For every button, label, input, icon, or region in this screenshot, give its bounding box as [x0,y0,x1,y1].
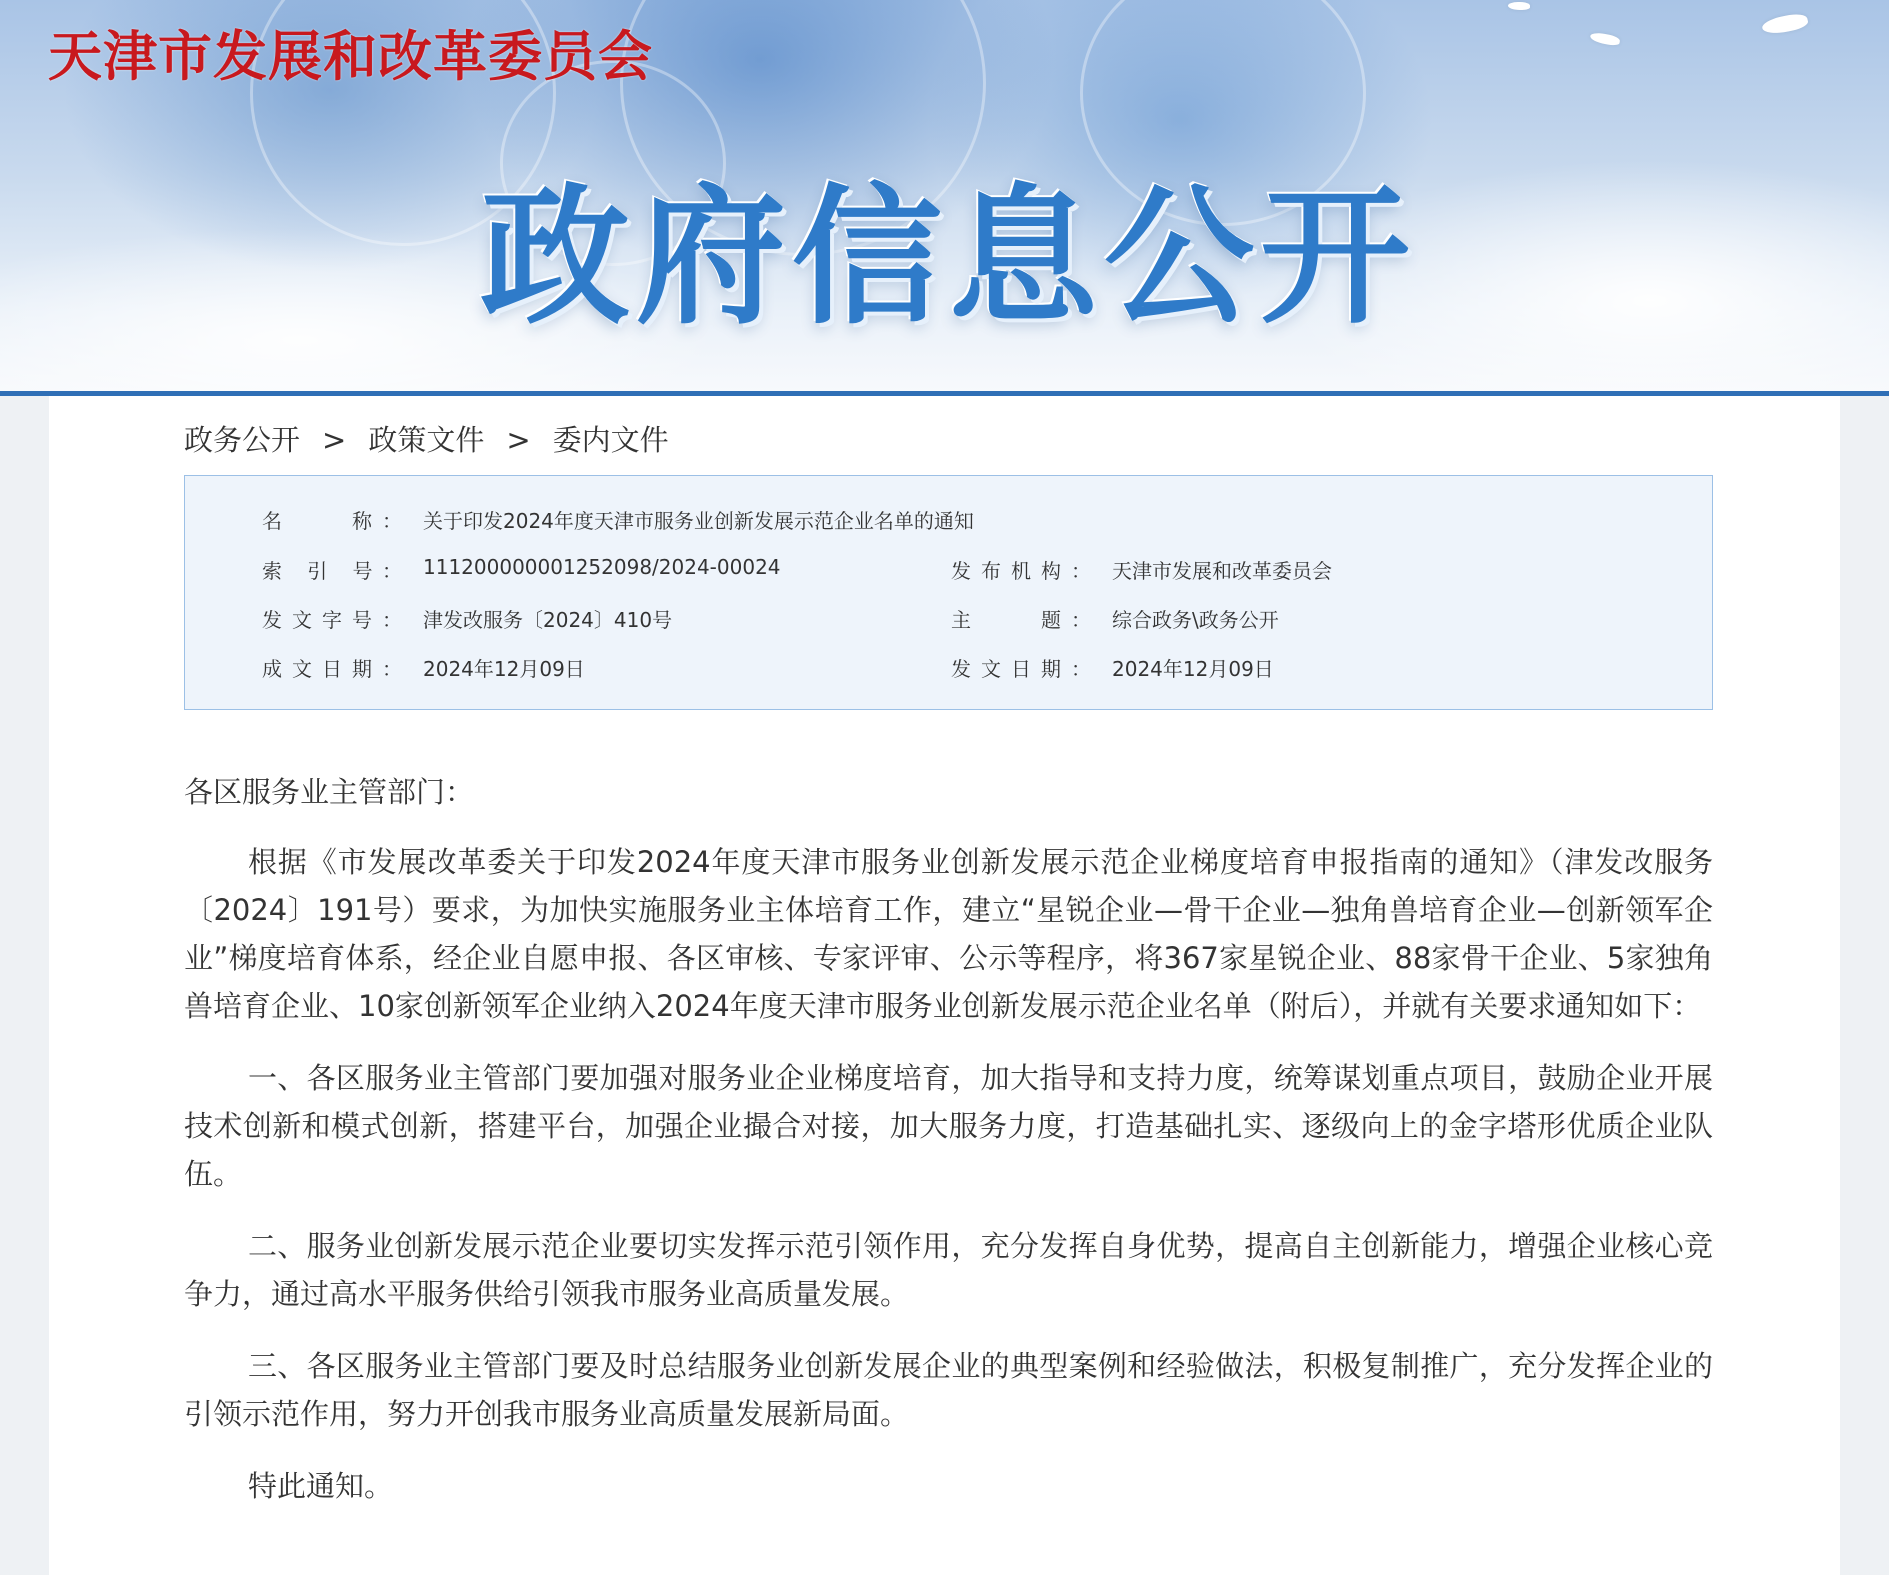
dove-icon [1761,11,1809,36]
meta-label-name: 名 称： [262,509,402,533]
paragraph-intro: 根据《市发展改革委关于印发2024年度天津市服务业创新发展示范企业梯度培育申报指南的通知》（津发改服务〔2024〕191号）要求，为加快实施服务业主体培育工作，建立“星锐企业—骨干企业—独角兽培育企业—创新领军企业”梯度培育体系，经企业自愿申报、各区审核、专家评审、公示等程序，将367家星锐企业、88家骨干企业、5家独角兽培育企业、10家创新领军企业纳入2024年度天津市服务业创新发展示范企业名单（附后），并就有关要求通知如下： [184,845,1713,1023]
paragraph-item-1: 一、各区服务业主管部门要加强对服务业企业梯度培育，加大指导和支持力度，统筹谋划重点项目，鼓励企业开展技术创新和模式创新，搭建平台，加强企业撮合对接，加大服务力度，打造基础扎实、逐级向上的金字塔形优质企业队伍。 [184,1061,1713,1191]
breadcrumb-item-internal-docs[interactable]: 委内文件 [552,423,669,457]
meta-value-name: 关于印发2024年度天津市服务业创新发展示范企业名单的通知 [423,509,974,533]
meta-value-publisher: 天津市发展和改革委员会 [1112,559,1332,583]
breadcrumb-item-gov-affairs[interactable]: 政务公开 [184,423,301,457]
meta-row-docno [185,604,1712,634]
meta-label-written-date: 成文日期： [262,657,402,681]
dove-icon [1508,2,1530,10]
main-content [49,396,1840,1575]
breadcrumb-separator: > [506,423,531,457]
meta-label-index: 索 引 号： [262,559,402,583]
paragraph-item-2: 二、服务业创新发展示范企业要切实发挥示范引领作用，充分发挥自身优势，提高自主创新能力，增强企业核心竞争力，通过高水平服务供给引领我市服务业高质量发展。 [184,1229,1713,1311]
meta-label-publisher: 发布机构： [951,559,1091,583]
breadcrumb-item-policy-docs[interactable]: 政策文件 [368,423,485,457]
meta-value-issued-date: 2024年12月09日 [1112,657,1274,681]
meta-value-index: 111200000001252098/2024-00024 [423,555,781,579]
meta-row-dates [185,653,1712,683]
meta-label-issued-date: 发文日期： [951,657,1091,681]
document-metadata [184,475,1713,710]
dove-icon [1589,31,1620,46]
salutation: 各区服务业主管部门： [184,775,475,809]
paragraph-item-3: 三、各区服务业主管部门要及时总结服务业创新发展企业的典型案例和经验做法，积极复制推广，充分发挥企业的引领示范作用，努力开创我市服务业高质量发展新局面。 [184,1349,1713,1431]
site-title: 政府信息公开 [480,171,1417,345]
header-banner [0,0,1889,391]
meta-label-topic: 主 题： [951,608,1091,632]
document-body [184,768,1713,1534]
meta-value-docno: 津发改服务〔2024〕410号 [423,608,673,632]
org-name[interactable]: 天津市发展和改革委员会 [48,25,653,88]
meta-row-index [185,555,1712,585]
meta-value-topic: 综合政务\政务公开 [1112,608,1279,632]
meta-label-docno: 发文字号： [262,608,402,632]
meta-row-name [185,505,1712,535]
breadcrumb-separator: > [322,423,347,457]
closing-line: 特此通知。 [248,1469,394,1503]
breadcrumb [184,418,669,459]
meta-value-written-date: 2024年12月09日 [423,657,585,681]
